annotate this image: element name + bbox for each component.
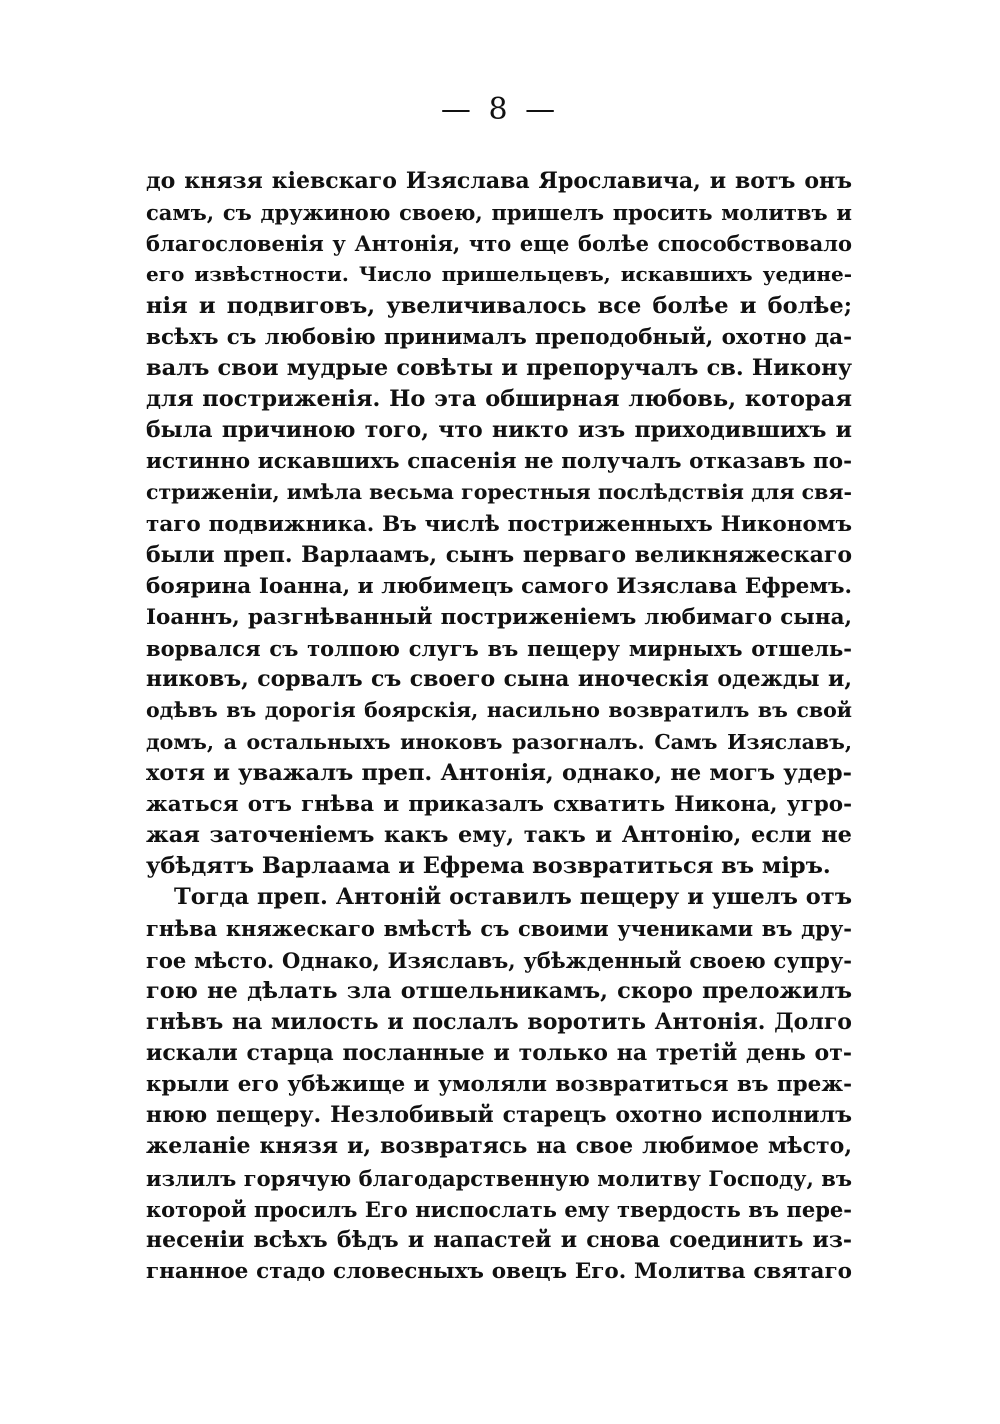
text-line: гнанное стадо словесныхъ овецъ Его. Молитва святаго [146, 1258, 852, 1284]
paragraph-1 [146, 166, 852, 882]
text-line: гнѣвъ на милость и послалъ воротить Антонія. Долго [146, 1008, 852, 1035]
body-text [146, 166, 852, 1287]
text-line: которой просилъ Его ниспослать ему твердость въ пере- [146, 1196, 852, 1222]
text-line: домъ, а остальныхъ иноковъ разогналъ. Самъ Изяславъ, [146, 729, 852, 754]
text-line: валъ свои мудрые совѣты и препоручалъ св. Никону [146, 354, 852, 381]
text-line: несеніи всѣхъ бѣдъ и напастей и снова соединить из- [146, 1226, 852, 1253]
text-line: была причиною того, что никто изъ приходившихъ и [146, 417, 852, 444]
text-line: излилъ горячую благодарственную молитву Господу, въ [146, 1165, 852, 1191]
text-line: гою не дѣлать зла отшельникамъ, скоро преложилъ [146, 977, 852, 1004]
text-line: гое мѣсто. Однако, Изяславъ, убѣжденный своею супру- [146, 947, 852, 973]
text-line: гнѣва княжескаго вмѣстѣ съ своими учениками въ дру- [146, 916, 852, 942]
text-line: для постриженія. Но эта обширная любовь, которая [146, 385, 852, 412]
text-line: всѣхъ съ любовію принималъ преподобный, охотно да- [146, 324, 852, 350]
text-line: одѣвъ въ дорогія боярскія, насильно возвратилъ въ свой [146, 698, 852, 723]
text-line: таго подвижника. Въ числѣ постриженныхъ Никономъ [146, 511, 852, 537]
text-line: благословенія у Антонія, что еще болѣе способствовало [146, 231, 852, 257]
page-number: — 8 — [440, 92, 560, 127]
text-line: до князя кіевскаго Изяслава Ярославича, и вотъ онъ [146, 168, 852, 194]
text-line: стриженіи, имѣла весьма горестныя послѣдствія для свя- [146, 480, 852, 505]
text-line: его извѣстности. Число пришельцевъ, искавшихъ уедине- [146, 262, 852, 287]
text-line: боярина Іоанна, и любимецъ самого Изяслава Ефремъ. [146, 573, 852, 599]
text-line: были преп. Варлаамъ, сынъ перваго великняжескаго [146, 541, 852, 568]
text-line: жаться отъ гнѣва и приказалъ схватить Никона, угро- [146, 791, 852, 817]
text-line: нія и подвиговъ, увеличивалось все болѣе и болѣе; [146, 292, 852, 319]
text-line: желаніе князя и, возвратясь на свое любимое мѣсто, [146, 1133, 852, 1160]
text-line: нюю пещеру. Незлобивый старецъ охотно исполнилъ [146, 1102, 852, 1129]
text-line: никовъ, сорвалъ съ своего сына иноческія одежды и, [146, 666, 852, 693]
text-line: ворвался съ толпою слугъ въ пещеру мирныхъ отшель- [146, 636, 852, 662]
text-line: хотя и уважалъ преп. Антонія, однако, не могъ удер- [146, 759, 852, 786]
text-line: самъ, съ дружиною своею, пришелъ просить молитвъ и [146, 200, 852, 226]
text-line: жая заточеніемъ какъ ему, такъ и Антонію, если не [146, 821, 852, 848]
text-line: искали старца посланные и только на третій день от- [146, 1039, 852, 1066]
text-line: Іоаннъ, разгнѣванный постриженіемъ любимаго сына, [146, 604, 852, 630]
text-line: истинно искавшихъ спасенія не получалъ отказавъ по- [146, 449, 852, 475]
text-line: Тогда преп. Антоній оставилъ пещеру и ушелъ отъ [174, 884, 852, 911]
text-line: крыли его убѣжище и умоляли возвратиться въ преж- [146, 1072, 852, 1098]
paragraph-2 [146, 882, 852, 1287]
text-line: убѣдятъ Варлаама и Ефрема возвратиться въ міръ. [146, 853, 831, 880]
